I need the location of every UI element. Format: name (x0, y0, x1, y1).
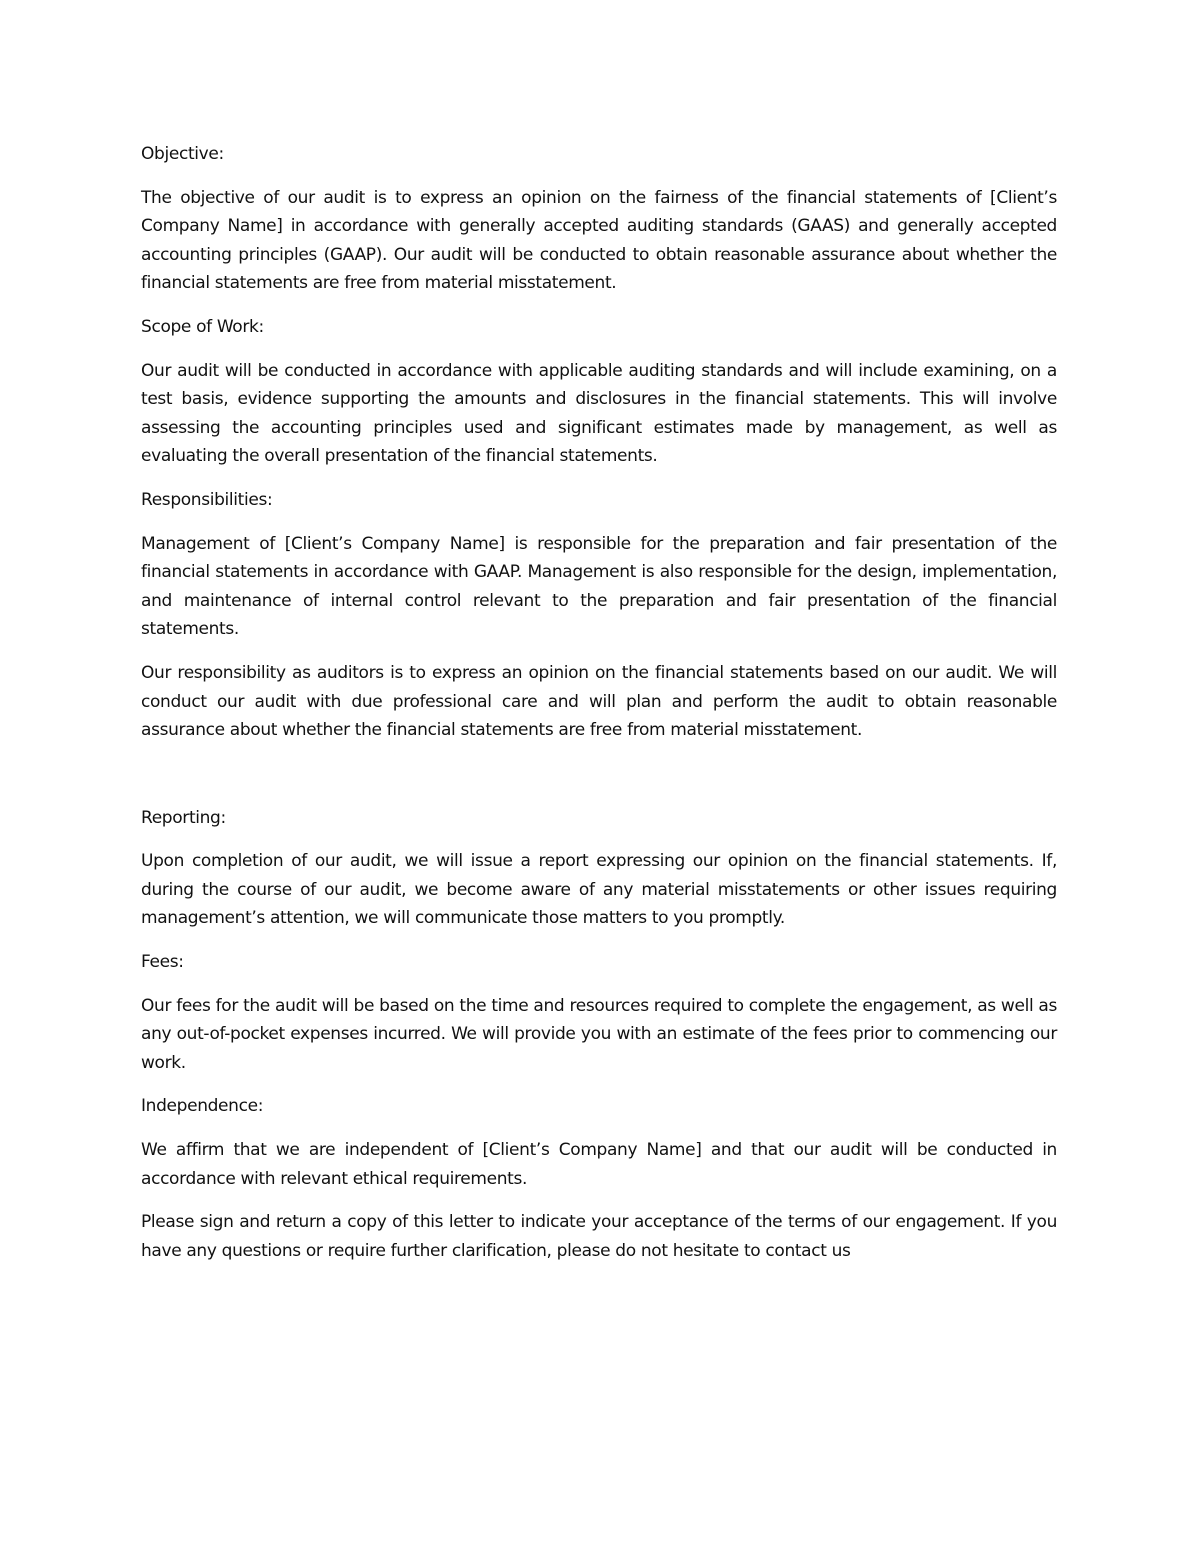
scope-paragraph: Our audit will be conducted in accordance with applicable auditing standards and will include examining, on a test basis, evidence supporting the amounts and disclosures in the financial statements. This will involve assessing the accounting principles used and significant estimates made by management, as well as evaluating the overall presentation of the financial statements. (141, 360, 1057, 467)
reporting-paragraph: Upon completion of our audit, we will issue a report expressing our opinion on the financial statements. If, during the course of our audit, we become aware of any material misstatements or other issues requiring management’s attention, we will communicate those matters to you promptly. (141, 851, 1057, 929)
fees-heading: Fees: (141, 952, 184, 973)
reporting-heading: Reporting: (141, 807, 226, 828)
responsibilities-heading: Responsibilities: (141, 489, 273, 510)
objective-heading: Objective: (141, 144, 224, 164)
fees-paragraph: Our fees for the audit will be based on the time and resources required to complete the engagement, as well as any out-of-pocket expenses incurred. We will provide you with an estimate of the fees prior to commencing our work. (141, 995, 1057, 1073)
independence-paragraph: We affirm that we are independent of [Client’s Company Name] and that our audit will be conducted in accordance with relevant ethical requirements. (141, 1140, 1057, 1189)
responsibilities-paragraph-auditors: Our responsibility as auditors is to express an opinion on the financial statements based on our audit. We will conduct our audit with due professional care and will plan and perform the audit to obtain reasonable assurance about whether the financial statements are free from material misstatement. (141, 662, 1057, 741)
independence-heading: Independence: (141, 1096, 264, 1117)
document-page (141, 140, 1057, 1280)
blank-line (141, 760, 1057, 804)
closing-paragraph: Please sign and return a copy of this letter to indicate your acceptance of the terms of our engagement. If you have any questions or require further clarification, please do not hesitate to contact us (141, 1212, 1057, 1261)
objective-paragraph: The objective of our audit is to express an opinion on the fairness of the financial statements of [Client’s Company Name] in accordance with generally accepted auditing standards (GAAS) and generally accepted accounting principles (GAAP). Our audit will be conducted to obtain reasonable assurance about whether the financial statements are free from material misstatement. (141, 187, 1057, 294)
responsibilities-paragraph-management: Management of [Client’s Company Name] is responsible for the preparation and fair presentation of the financial statements in accordance with GAAP. Management is also responsible for the design, implementation, and maintenance of internal control relevant to the preparation and fair presentation of the financial statements. (141, 533, 1057, 640)
scope-heading: Scope of Work: (141, 316, 264, 337)
